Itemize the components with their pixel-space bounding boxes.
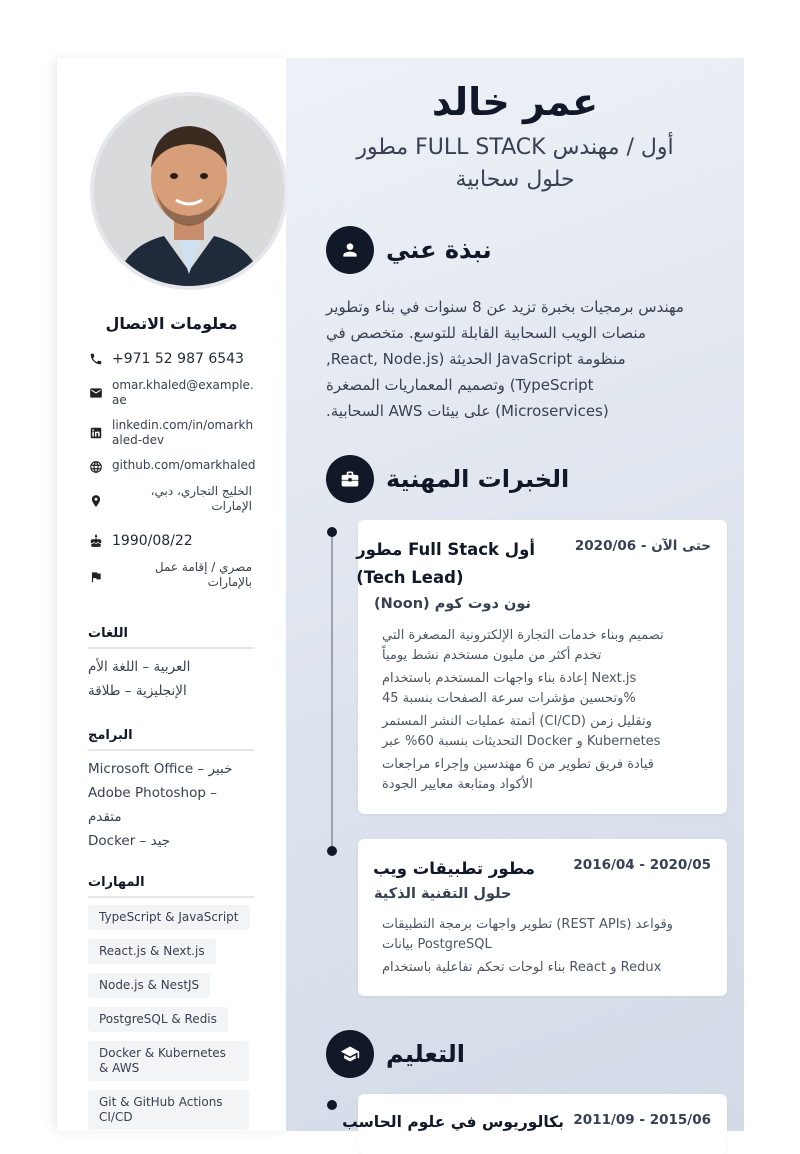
contact-linkedin: linkedin.com/in/omarkhaled-dev [88, 418, 258, 448]
contact-email: omar.khaled@example.ae [88, 378, 258, 408]
job-date: 2016/04 - 2020/05 [573, 857, 711, 873]
avatar [90, 92, 288, 290]
contact-github: github.com/omarkhaled [88, 458, 258, 474]
experience-title: الخبرات المهنية [386, 465, 570, 493]
graduation-cap-icon [326, 1030, 374, 1078]
skill-chip: Git & GitHub Actions CI/CD [88, 1090, 249, 1130]
software-title: البرامج [88, 728, 254, 751]
timeline-dot [327, 1100, 337, 1110]
experience-card [358, 839, 727, 996]
contact-nationality: مصري / إقامة عمل بالإمارات [88, 560, 258, 590]
flag-icon [88, 569, 103, 584]
sidebar [57, 58, 286, 1131]
contact-birthdate: 1990/08/22 [88, 532, 258, 550]
job-bullets [382, 626, 712, 798]
education-card [342, 1094, 727, 1154]
software-item: Docker – جيد [88, 833, 171, 849]
education-degree: بكالوريوس في علوم الحاسب [342, 1113, 564, 1131]
job-role: أول / مهندس FULL STACK مطور حلول سحابية [356, 135, 674, 192]
software-item: متقدم [88, 809, 122, 825]
about-title: نبذة عني [386, 236, 492, 264]
education-date: 2011/09 - 2015/06 [573, 1112, 711, 1128]
education-title: التعليم [386, 1040, 465, 1068]
job-date: حتى الآن - 2020/06 [574, 538, 711, 554]
job-bullet: إعادة بناء واجهات المستخدم باستخدام Next.js وتحسين مؤشرات سرعة الصفحات بنسبة 45% [382, 671, 637, 706]
job-title: أول Full Stack مطور (Tech Lead) [356, 540, 535, 587]
briefcase-icon [326, 455, 374, 503]
globe-icon [88, 459, 103, 474]
skills-list [88, 905, 258, 1139]
timeline-line [331, 533, 333, 851]
software-item: Adobe Photoshop – [88, 785, 217, 801]
job-company: حلول التقنية الذكية [374, 886, 512, 902]
skills-title: المهارات [88, 875, 254, 898]
language-item: العربية – اللغة الأم [88, 659, 191, 675]
location-icon [88, 493, 103, 508]
job-bullet: بناء لوحات تحكم تفاعلية باستخدام React و Redux [382, 960, 662, 975]
job-bullet: تطوير واجهات برمجة التطبيقات (REST APIs) وقواعد بيانات PostgreSQL [382, 917, 673, 952]
job-title: مطور تطبيقات ويب [373, 859, 535, 878]
about-header [326, 226, 492, 274]
software-list [88, 757, 258, 853]
skill-chip: React.js & Next.js [88, 939, 216, 964]
job-bullet: أتمتة عمليات النشر المستمر (CI/CD) وتقليل زمن التحديثات بنسبة 60% عبر Docker و Kubernetes [382, 714, 661, 749]
timeline-dot [327, 527, 337, 537]
contact-phone: +971 52 987 6543 [88, 350, 258, 368]
cake-icon [88, 533, 103, 548]
timeline-dot [327, 846, 337, 856]
person-name: عمر خالد [431, 80, 599, 124]
contact-address: الخليج التجاري، دبي، الإمارات [88, 484, 258, 514]
software-item: Microsoft Office – خبير [88, 761, 233, 777]
languages-list [88, 655, 258, 703]
job-bullet: قيادة فريق تطوير من 6 مهندسين وإجراء مراجعات الأكواد ومتابعة معايير الجودة [382, 757, 654, 792]
skill-chip: PostgreSQL & Redis [88, 1007, 228, 1032]
phone-icon [88, 351, 103, 366]
experience-header [326, 455, 569, 503]
about-text: مهندس برمجيات بخبرة تزيد عن 8 سنوات في بناء وتطوير منصات الويب السحابية القابلة للتوسع. متخصص في منظومة JavaScript الحديثة (React, Node.js, TypeScript) وتصميم المعماريات المصغرة (Microservices) على بيئات AWS السحابية. [326, 298, 684, 420]
education-header [326, 1030, 465, 1078]
languages-title: اللغات [88, 626, 254, 649]
job-bullets [382, 915, 712, 981]
skill-chip: Docker & Kubernetes & AWS [88, 1041, 249, 1081]
language-item: الإنجليزية – طلاقة [88, 683, 187, 699]
main-content [286, 58, 744, 1131]
experience-card [358, 520, 727, 814]
skill-chip: Node.js & NestJS [88, 973, 210, 998]
job-company: نون دوت كوم (Noon) [374, 596, 531, 612]
linkedin-icon [88, 425, 103, 440]
contact-section-title: معلومات الاتصال [105, 314, 238, 333]
skill-chip: TypeScript & JavaScript [88, 905, 250, 930]
job-bullet: تصميم وبناء خدمات التجارة الإلكترونية المصغرة التي تخدم أكثر من مليون مستخدم نشط يومياً [382, 628, 664, 663]
email-icon [88, 385, 103, 400]
profile-photo [94, 96, 284, 286]
user-icon [326, 226, 374, 274]
